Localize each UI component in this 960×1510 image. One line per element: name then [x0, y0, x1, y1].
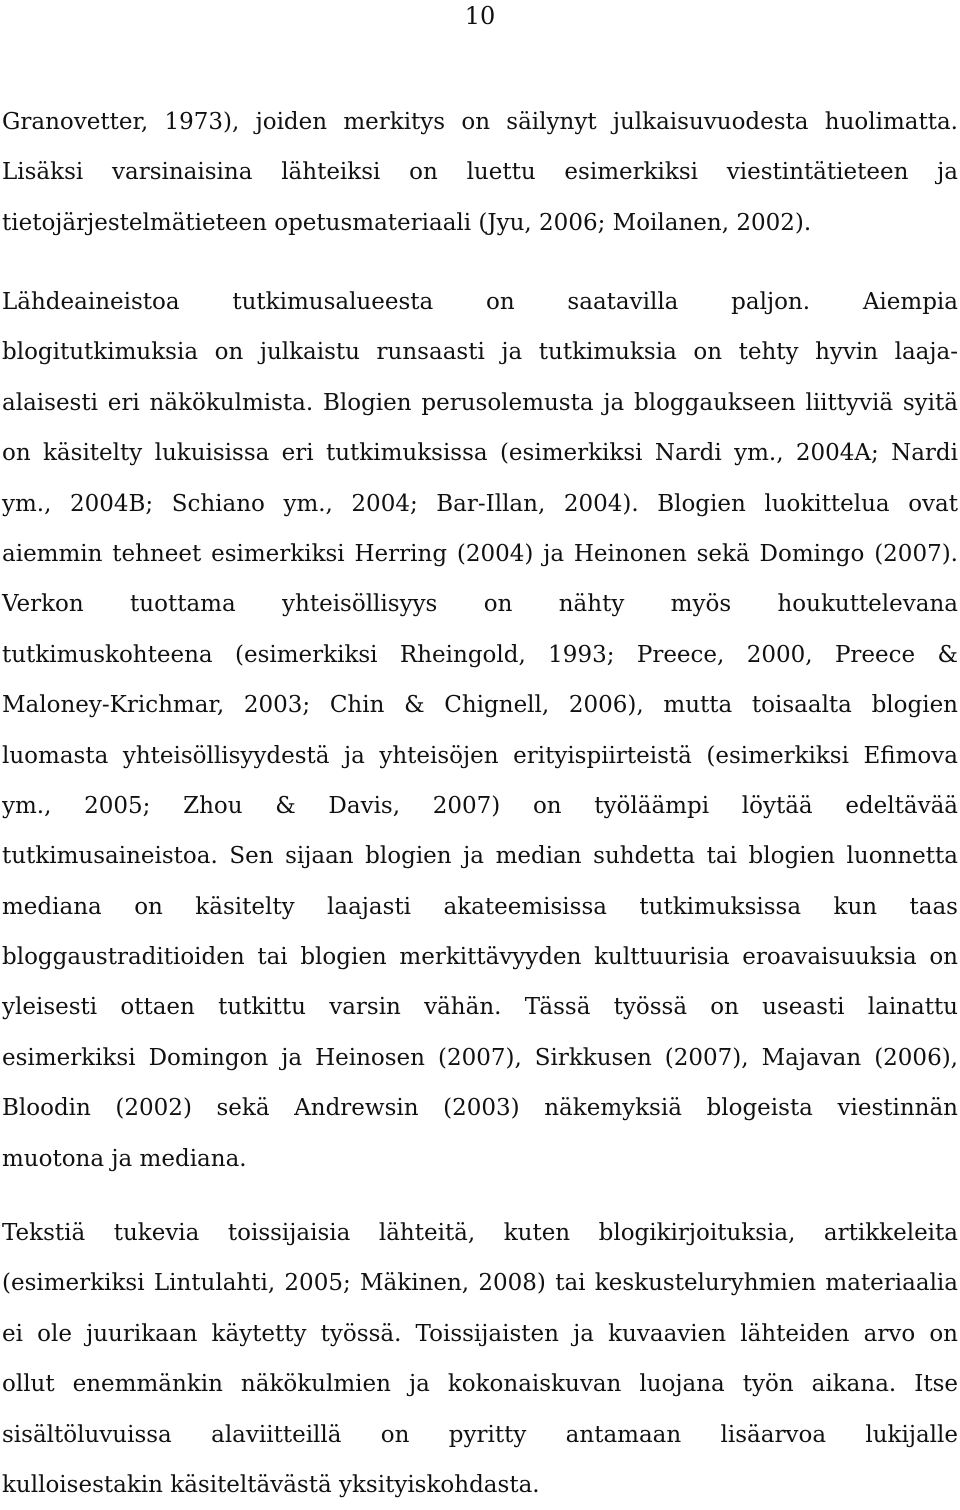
- text-line: esimerkiksi Domingon ja Heinosen (2007), Sirkkusen (2007), Majavan (2006),: [2, 1044, 958, 1071]
- text-line: Lisäksi varsinaisina lähteiksi on luettu esimerkiksi viestintätieteen ja: [2, 159, 958, 186]
- text-line: kulloisestakin käsiteltävästä yksityiskohdasta.: [2, 1471, 540, 1498]
- text-line: (esimerkiksi Lintulahti, 2005; Mäkinen, 2008) tai keskusteluryhmien materiaalia: [2, 1270, 958, 1297]
- text-line: yleisesti ottaen tutkittu varsin vähän. Tässä työssä on useasti lainattu: [2, 994, 958, 1021]
- paragraph-2: [2, 277, 958, 1184]
- text-line: Maloney-Krichmar, 2003; Chin & Chignell, 2006), mutta toisaalta blogien: [2, 692, 958, 719]
- text-line: sisältöluvuissa alaviitteillä on pyritty antamaan lisäarvoa lukijalle: [2, 1421, 958, 1448]
- page-number: 10: [464, 2, 496, 30]
- text-line: Tekstiä tukevia toissijaisia lähteitä, kuten blogikirjoituksia, artikkeleita: [2, 1220, 958, 1246]
- text-line: luomasta yhteisöllisyydestä ja yhteisöjen erityispiirteistä (esimerkiksi Efimova: [2, 742, 958, 769]
- text-line: bloggaustraditioiden tai blogien merkittävyyden kulttuurisia eroavaisuuksia on: [2, 944, 958, 971]
- text-line: tutkimusaineistoa. Sen sijaan blogien ja median suhdetta tai blogien luonnetta: [2, 843, 958, 870]
- text-line: Verkon tuottama yhteisöllisyys on nähty myös houkuttelevana: [2, 591, 958, 618]
- text-line: on käsitelty lukuisissa eri tutkimuksissa (esimerkiksi Nardi ym., 2004A; Nardi: [2, 440, 958, 467]
- text-line: ym., 2005; Zhou & Davis, 2007) on työläämpi löytää edeltävää: [2, 792, 958, 819]
- text-line: blogitutkimuksia on julkaistu runsaasti ja tutkimuksia on tehty hyvin laaja-: [2, 339, 958, 366]
- paragraph-1: [2, 97, 958, 248]
- text-line: tutkimuskohteena (esimerkiksi Rheingold, 1993; Preece, 2000, Preece &: [2, 641, 958, 668]
- text-line: muotona ja mediana.: [2, 1145, 247, 1172]
- text-line: mediana on käsitelty laajasti akateemisissa tutkimuksissa kun taas: [2, 893, 958, 920]
- text-line: tietojärjestelmätieteen opetusmateriaali (Jyu, 2006; Moilanen, 2002).: [2, 209, 812, 236]
- text-line: ei ole juurikaan käytetty työssä. Toissijaisten ja kuvaavien lähteiden arvo on: [2, 1320, 958, 1347]
- text-line: Bloodin (2002) sekä Andrewsin (2003) näkemyksiä blogeista viestinnän: [2, 1095, 958, 1122]
- text-line: ym., 2004B; Schiano ym., 2004; Bar-Illan, 2004). Blogien luokittelua ovat: [2, 490, 958, 517]
- paragraph-3: [2, 1208, 958, 1510]
- text-line: aiemmin tehneet esimerkiksi Herring (2004) ja Heinonen sekä Domingo (2007).: [2, 540, 958, 567]
- text-line: ollut enemmänkin näkökulmien ja kokonaiskuvan luojana työn aikana. Itse: [2, 1371, 958, 1398]
- text-line: alaisesti eri näkökulmista. Blogien perusolemusta ja bloggaukseen liittyviä syitä: [2, 389, 958, 416]
- text-line: Granovetter, 1973), joiden merkitys on säilynyt julkaisuvuodesta huolimatta.: [2, 109, 958, 135]
- text-line: Lähdeaineistoa tutkimusalueesta on saatavilla paljon. Aiempia: [2, 289, 958, 315]
